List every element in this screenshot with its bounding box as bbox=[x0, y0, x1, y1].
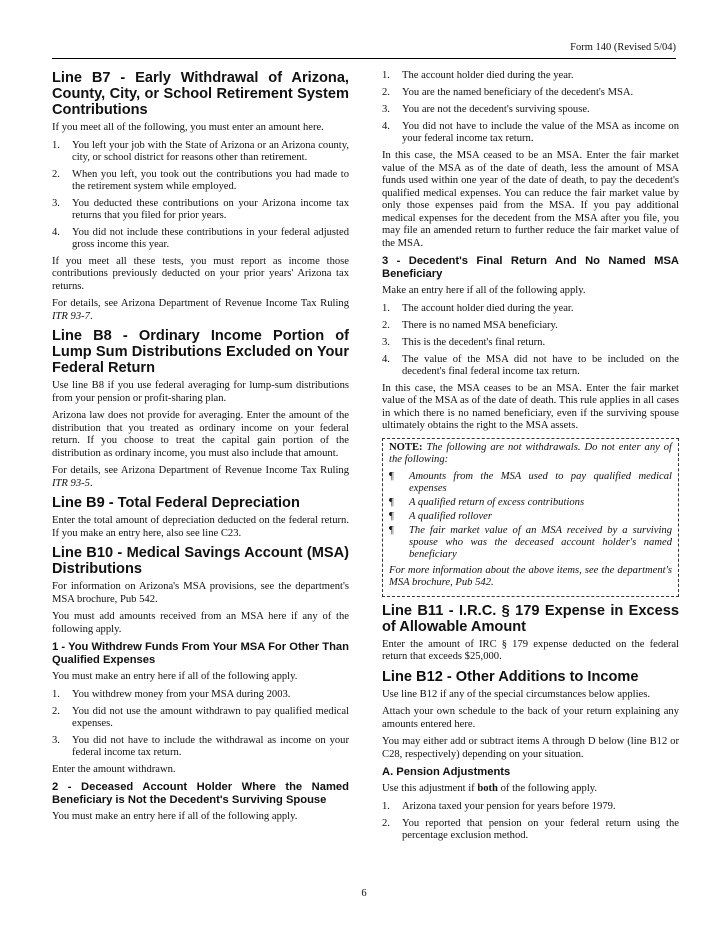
list-item: 1. The account holder died during the year. bbox=[382, 302, 574, 314]
note-box bbox=[382, 438, 679, 597]
note-bullet-item: ¶ A qualified rollover bbox=[389, 510, 492, 522]
b8-paragraph-2: Arizona law does not provide for averaging. Enter the amount of the distribution that you treated as ordinary income on your federal return. If you choose to treat the capital gain portion of the distribution as ordinary income, you must also include that amount. bbox=[52, 410, 349, 459]
list-item: 1. The account holder died during the year. bbox=[382, 70, 574, 81]
list-item: 2. You are the named beneficiary of the decedent's MSA. bbox=[382, 87, 634, 98]
list-item: 1. Arizona taxed your pension for years before 1979. bbox=[382, 800, 616, 812]
b10-paragraph-1: For information on Arizona's MSA provisions, see the department's MSA brochure, Pub 542. bbox=[52, 581, 349, 605]
heading-line-b10: Line B10 - Medical Savings Account (MSA) Distributions bbox=[52, 545, 349, 577]
left-column bbox=[52, 70, 349, 829]
list-item: 4. You did not have to include the value of the MSA as income on your federal income tax return. bbox=[382, 121, 679, 144]
list-item: 3. This is the decedent's final return. bbox=[382, 336, 546, 348]
heading-line-b12: Line B12 - Other Additions to Income bbox=[382, 668, 639, 685]
b8-details: For details, see Arizona Department of Revenue Income Tax Ruling ITR 93-5. bbox=[52, 465, 349, 489]
heading-line-b9: Line B9 - Total Federal Depreciation bbox=[52, 495, 300, 511]
list-item: 2. You did not use the amount withdrawn to pay qualified medical expenses. bbox=[52, 705, 349, 729]
list-item: 1. You left your job with the State of Arizona or an Arizona county, city, or school district for reasons other than retirement. bbox=[52, 139, 349, 163]
list-item: 2. There is no named MSA beneficiary. bbox=[382, 319, 558, 331]
note-more: For more information about the above items, see the department's MSA brochure, Pub 542. bbox=[389, 564, 672, 588]
b9-paragraph: Enter the total amount of depreciation deducted on the federal return. If you make an entry here, also see line C23. bbox=[52, 515, 349, 539]
pilcrow-icon: ¶ bbox=[389, 524, 394, 536]
subheading-1: 1 - You Withdrew Funds From Your MSA For Other Than Qualified Expenses bbox=[52, 641, 349, 666]
heading-line-b11: Line B11 - I.R.C. § 179 Expense in Excess of Allowable Amount bbox=[382, 602, 679, 635]
list-item: 3. You did not have to include the withdrawal as income on your federal income tax return. bbox=[52, 734, 349, 758]
pilcrow-icon: ¶ bbox=[389, 510, 394, 522]
note-text: NOTE: The following are not withdrawals. Do not enter any of the following: bbox=[389, 441, 672, 465]
s1-intro: You must make an entry here if all of the following apply. bbox=[52, 671, 298, 682]
note-bullet-item: ¶ Amounts from the MSA used to pay qualified medical expenses bbox=[389, 470, 672, 494]
s2-intro: You must make an entry here if all of the following apply. bbox=[52, 811, 298, 822]
pilcrow-icon: ¶ bbox=[389, 470, 394, 482]
b12-paragraph-1: Use line B12 if any of the special circumstances below applies. bbox=[382, 688, 650, 700]
s3-after: In this case, the MSA ceases to be an MSA. Enter the fair market value of the MSA as of the date of death. This rule applies in all cases in which there is no named beneficiary, even if the surviving spouse ultimately obtains the right to the MSA assets. bbox=[382, 382, 679, 431]
page-number: 6 bbox=[361, 888, 367, 899]
heading-line-b8: Line B8 - Ordinary Income Portion of Lump Sum Distributions Excluded on Your Federal Return bbox=[52, 328, 349, 376]
list-item: 2. You reported that pension on your federal return using the percentage exclusion method. bbox=[382, 817, 679, 841]
list-item: 2. When you left, you took out the contributions you had made to the retirement system while employed. bbox=[52, 168, 349, 192]
s2-after: In this case, the MSA ceased to be an MSA. Enter the fair market value of the MSA as of the date of death, less the amount of MSA funds used within one year of the date of death, to pay the decedent's qualified medical expenses. You can reduce the fair market value by only those expenses paid from the MSA. If you pay additional medical expenses for the decedent from the MSA after you file, you may file an amended return to further reduce the fair market value of the MSA. bbox=[382, 150, 679, 249]
right-column bbox=[382, 70, 679, 847]
b7-details: For details, see Arizona Department of Revenue Income Tax Ruling ITR 93-7. bbox=[52, 298, 349, 322]
b7-after: If you meet all these tests, you must report as income those contributions previously deducted on your prior years' Arizona tax returns. bbox=[52, 255, 349, 292]
b7-intro: If you meet all of the following, you must enter an amount here. bbox=[52, 122, 324, 133]
subheading-3: 3 - Decedent's Final Return And No Named MSA Beneficiary bbox=[382, 255, 679, 280]
note-bullet-item: ¶ The fair market value of an MSA received by a surviving spouse who was the deceased account holder's named beneficiary bbox=[389, 524, 672, 560]
list-item: 4. The value of the MSA did not have to be included on the decedent's final federal income tax return. bbox=[382, 353, 679, 377]
note-bullet-item: ¶ A qualified return of excess contributions bbox=[389, 496, 585, 508]
b8-paragraph-1: Use line B8 if you use federal averaging for lump-sum distributions from your pension or profit-sharing plan. bbox=[52, 380, 349, 404]
s3-intro: Make an entry here if all of the following apply. bbox=[382, 285, 586, 296]
subheading-a: A. Pension Adjustments bbox=[382, 766, 511, 778]
form-identifier: Form 140 (Revised 5/04) bbox=[570, 42, 676, 53]
b11-paragraph: Enter the amount of IRC § 179 expense deducted on the federal return that exceeds $25,000. bbox=[382, 638, 679, 662]
b12-paragraph-3: You may either add or subtract items A through D below (line B12 or C28, respectively) depending on your situation. bbox=[382, 736, 679, 760]
list-item: 4. You did not include these contributions in your federal adjusted gross income this year. bbox=[52, 226, 349, 250]
list-item: 1. You withdrew money from your MSA during 2003. bbox=[52, 688, 291, 700]
list-item: 3. You deducted these contributions on your Arizona income tax returns that you filed for prior years. bbox=[52, 197, 349, 221]
subheading-2: 2 - Deceased Account Holder Where the Named Beneficiary is Not the Decedent's Surviving Spouse bbox=[52, 781, 349, 806]
b12-paragraph-2: Attach your own schedule to the back of your return explaining any amounts entered here. bbox=[382, 706, 679, 730]
b10-paragraph-2: You must add amounts received from an MSA here if any of the following apply. bbox=[52, 611, 349, 635]
s1-after: Enter the amount withdrawn. bbox=[52, 763, 176, 775]
header-rule bbox=[52, 58, 676, 59]
list-item: 3. You are not the decedent's surviving spouse. bbox=[382, 104, 590, 115]
a-intro: Use this adjustment if both of the following apply. bbox=[382, 783, 598, 794]
pilcrow-icon: ¶ bbox=[389, 496, 394, 508]
heading-line-b7: Line B7 - Early Withdrawal of Arizona, County, City, or School Retirement System Contributions bbox=[52, 70, 349, 118]
